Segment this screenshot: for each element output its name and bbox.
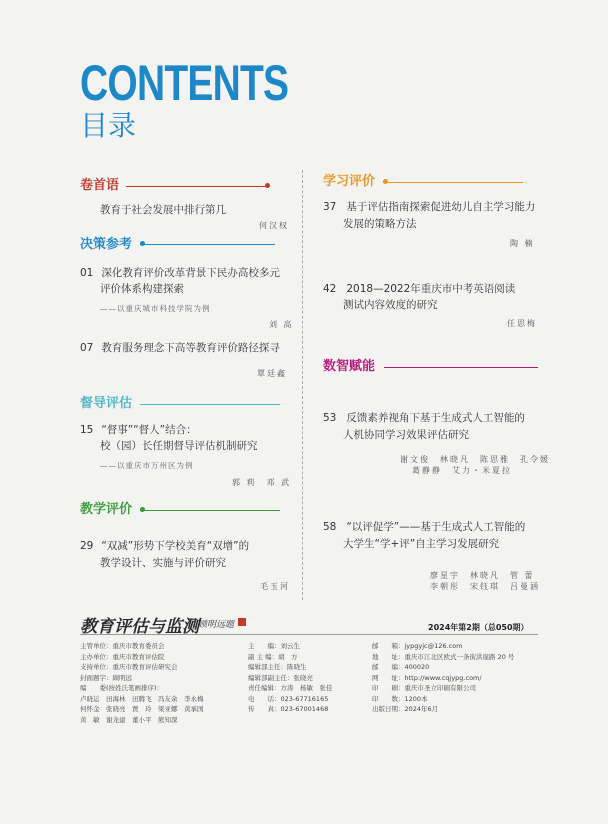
section-dot <box>140 241 145 246</box>
toc-entry[interactable] <box>80 341 280 356</box>
journal-logo: 教育评估与监测 <box>80 617 199 637</box>
website-link[interactable]: 网 址：http://www.cqjypg.com/ <box>372 673 482 682</box>
issue-number: 2024年第2期（总050期） <box>428 623 529 632</box>
publisher-line: 封面题字：顾明远 <box>80 673 132 682</box>
page-number: 07 <box>80 342 94 354</box>
section-title-decision: 决策参考 <box>80 237 133 252</box>
toc-entry-author: 葛静静 艾力・米夏拉 <box>412 466 512 475</box>
calligraphy-signature: 顾明远题 <box>198 620 235 630</box>
toc-entry[interactable] <box>323 411 525 426</box>
toc-entry[interactable] <box>323 200 535 215</box>
section-line <box>140 510 280 511</box>
footer-col-publishers <box>80 641 204 725</box>
toc-entry[interactable] <box>80 423 197 438</box>
toc-entry-author: 陶 楠 <box>510 239 535 248</box>
toc-subtitle: 目录 <box>80 109 137 142</box>
editor-line: 编辑部主任：陈晓生 <box>248 663 307 671</box>
toc-entry-author: 郭 莉 邓 武 <box>232 478 292 487</box>
editorial-board-line: 何怀金 张晓亮 贾 玲 梁亚娜 黄承国 <box>80 705 204 713</box>
footer-col-contact <box>372 641 514 715</box>
section-line <box>383 182 523 183</box>
print-run-line: 印 数：1200本 <box>372 694 428 703</box>
section-title-supervision: 督导评估 <box>80 396 133 411</box>
section-title-learning: 学习评价 <box>323 174 376 189</box>
toc-entry-author: 何汉权 <box>259 221 289 230</box>
toc-entry-title: 2018—2022年重庆市中考英语阅读 <box>346 283 516 295</box>
section-line <box>384 367 538 368</box>
toc-entry-title: 基于评估指南探索促进幼儿自主学习能力 <box>346 201 536 213</box>
editor-line: 编辑部副主任：张晓亮 <box>248 673 313 682</box>
section-dot <box>265 183 270 188</box>
publisher-line: 主管单位：重庆市教育委员会 <box>80 642 165 650</box>
column-divider <box>302 170 303 600</box>
page-number: 42 <box>323 283 337 295</box>
toc-entry-author: 毛玉河 <box>260 582 290 591</box>
toc-entry-author: 谢文俊 林晓凡 陈思雅 孔令媛 <box>400 455 550 464</box>
page-number: 01 <box>80 267 94 279</box>
toc-entry-title-line2[interactable]: 评价体系构建探索 <box>100 283 184 295</box>
editor-line: 主 编：刘云生 <box>248 642 300 650</box>
toc-entry-title-line2[interactable]: 教学设计、实施与评价研究 <box>100 557 226 569</box>
toc-entry-title: “双减”形势下学校美育“双增”的 <box>101 540 250 552</box>
toc-entry-author: 李朝彤 宋钰琪 吕曼涵 <box>430 582 540 591</box>
editor-line: 责任编辑：方涛 杨敏 张佳 <box>248 684 333 692</box>
printer-line: 印 刷：重庆市圣立印刷有限公司 <box>372 684 476 692</box>
footer-rule <box>80 634 538 635</box>
section-dot <box>383 179 388 184</box>
toc-entry[interactable] <box>323 520 525 535</box>
toc-entry-title-line2[interactable]: 校（园）长任期督导评估机制研究 <box>100 440 258 452</box>
toc-entry-subtitle: ——以重庆城市科技学院为例 <box>100 304 211 313</box>
contents-heading: CONTENTS <box>80 55 289 111</box>
editorial-board-line: 黄 敏 谢龙建 董小平 熊知深 <box>80 715 178 724</box>
publisher-line: 支持单位：重庆市教育评估研究会 <box>80 663 178 671</box>
page-number: 15 <box>80 424 94 436</box>
toc-entry-title: 深化教育评价改革背景下民办高校多元 <box>101 267 280 279</box>
fax-line: 传 真：023-67001468 <box>248 705 329 713</box>
email-line[interactable]: 邮 箱：jypgyjc@126.com <box>372 642 463 650</box>
toc-entry-title-line2[interactable]: 大学生“学+评”自主学习发展研究 <box>343 538 500 550</box>
section-line <box>126 186 266 187</box>
toc-entry-author: 廖星宇 林晓凡 管 蕾 <box>430 571 535 580</box>
toc-entry[interactable] <box>80 539 249 554</box>
address-line: 地 址：重庆市江北区欧式一条街洪崖路 20 号 <box>372 652 515 661</box>
postcode-line: 邮 编：400020 <box>372 663 430 671</box>
section-title-foreword: 卷首语 <box>80 178 120 193</box>
section-dot <box>140 507 145 512</box>
publish-date-line: 出版日期：2024年6月 <box>372 705 439 713</box>
toc-entry-title-line2[interactable]: 人机协同学习效果评估研究 <box>343 429 469 441</box>
toc-entry-title: 反馈素养视角下基于生成式人工智能的 <box>346 412 525 424</box>
section-title-digital: 数智赋能 <box>323 359 376 374</box>
toc-entry-author: 任思梅 <box>507 319 537 328</box>
toc-entry-title-line2[interactable]: 测试内容效度的研究 <box>343 299 438 311</box>
toc-entry-title[interactable]: 教育于社会发展中排行第几 <box>100 204 226 216</box>
toc-entry-title: “以评促学”——基于生成式人工智能的 <box>346 521 526 533</box>
section-line <box>140 244 275 245</box>
publisher-line: 编 委(按姓氏笔画排序)： <box>80 684 164 692</box>
phone-line: 电 话：023-67716165 <box>248 694 329 703</box>
section-title-teaching: 教学评价 <box>80 502 133 517</box>
toc-entry-title-line2[interactable]: 发展的策略方法 <box>343 218 417 230</box>
toc-entry[interactable] <box>80 266 280 281</box>
editor-line: 副 主 编：胡 方 <box>248 652 298 661</box>
toc-entry-author: 覃廷鑫 <box>257 369 287 378</box>
page-number: 37 <box>323 201 337 213</box>
toc-entry-subtitle: ——以重庆市万州区为例 <box>100 461 194 470</box>
toc-entry-title: “督事”“督人”结合： <box>101 424 197 436</box>
page-number: 53 <box>323 412 337 424</box>
publisher-line: 主办单位：重庆市教育评估院 <box>80 652 165 661</box>
toc-entry-title: 教育服务理念下高等教育评价路径探寻 <box>101 342 280 354</box>
footer-col-editors <box>248 641 333 715</box>
toc-entry[interactable] <box>323 282 515 297</box>
toc-entry-author: 刘 高 <box>269 320 294 329</box>
section-line <box>140 404 280 405</box>
page-number: 58 <box>323 521 337 533</box>
page-number: 29 <box>80 540 94 552</box>
seal-stamp <box>238 618 246 626</box>
editorial-board-line: 卢晓运 田海林 田腾飞 冯友余 李永梅 <box>80 694 204 703</box>
